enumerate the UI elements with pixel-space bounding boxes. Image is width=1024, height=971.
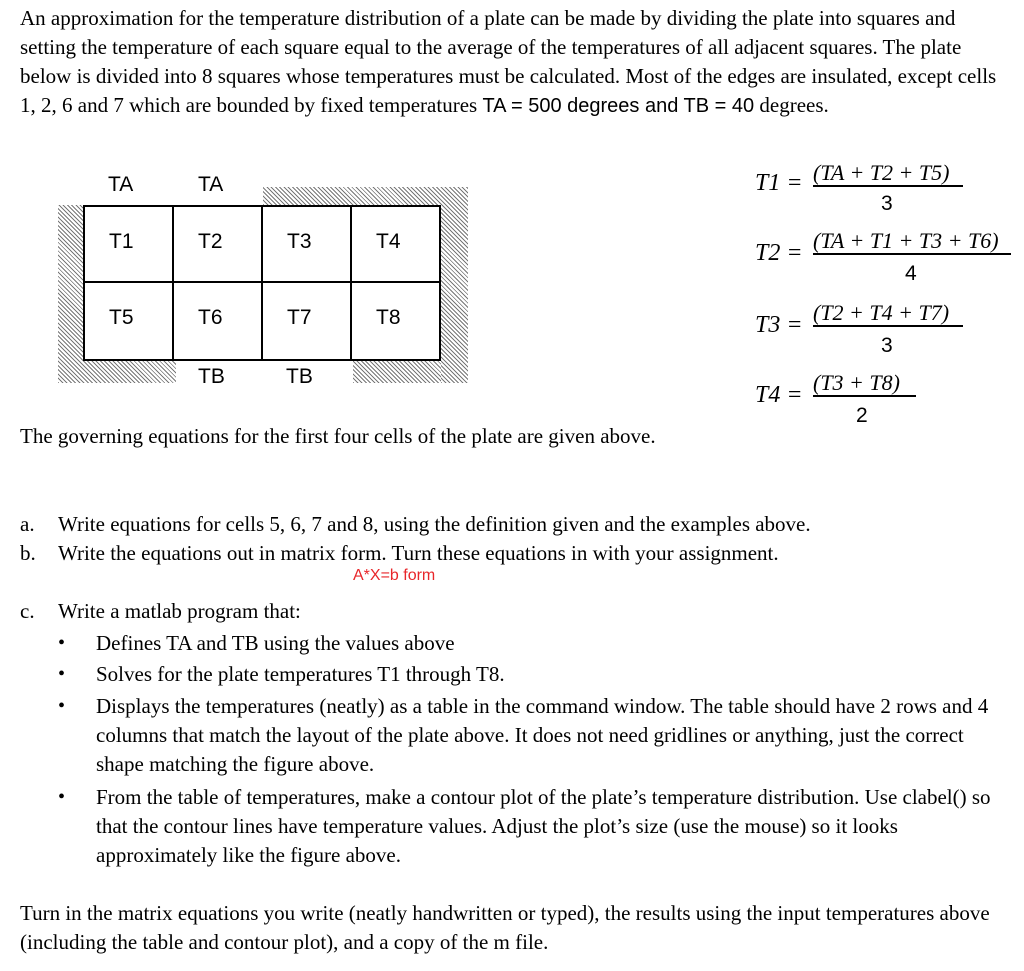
cell-t8: T8 [376,306,401,329]
governing-text: The governing equations for the first four cells of the plate are given above. [20,424,656,448]
intro-end: degrees. [754,93,829,117]
bottom-label-tb-2: TB [286,365,313,388]
bullet-icon: • [58,695,66,717]
equation-t2: T2 = (TA + T1 + T3 + T6) 4 [755,228,1015,288]
tb-value: = 40 [709,95,755,117]
closing-text: Turn in the matrix equations you write (neatly handwritten or typed), the results using the input temperatures above (including the table and contour plot), and a copy of the m file. [20,901,990,954]
top-label-ta-1: TA [108,173,134,196]
cell-t3: T3 [263,207,352,283]
right-insulated-edge [441,187,468,383]
intro-paragraph [20,4,1010,121]
left-insulated-edge [58,205,83,383]
plate-grid [83,205,441,361]
ta-value: = 500 degrees and [505,95,684,117]
ta-symbol: TA [482,95,506,117]
bullet-icon: • [58,632,66,654]
plate-figure [58,165,473,390]
top-insulated-edge [263,187,468,205]
bottom-left-insulated-edge [58,361,176,383]
cell-t1: T1 [85,207,174,283]
cell-t7: T7 [263,283,352,359]
equation-t3: T3 = (T2 + T4 + T7) 3 [755,300,1015,360]
cell-t5: T5 [85,283,174,359]
bottom-label-tb-1: TB [198,365,225,388]
equation-t4: T4 = (T3 + T8) 2 [755,370,1015,430]
bullet-icon: • [58,786,66,808]
tb-symbol: TB [683,95,710,117]
cell-t6: T6 [174,283,263,359]
annotation-text: A*X=b form [353,567,436,584]
bottom-right-insulated-edge [353,361,441,383]
bullet-icon: • [58,663,66,685]
cell-t2: T2 [174,207,263,283]
equation-t1: T1 = (TA + T2 + T5) 3 [755,160,1015,220]
top-label-ta-2: TA [198,173,224,196]
cell-t4: T4 [352,207,441,283]
intro-text: An approximation for the temperature distribution of a plate can be made by dividing the plate into squares and setting the temperature of each square equal to the average of the temperatures of all adjacent squares. The plate below is divided into 8 squares whose temperatures must be calculated. Most of the edges are insulated, except cells 1, 2, 6 and 7 which are bounded by fixed temperatures [20,6,997,117]
